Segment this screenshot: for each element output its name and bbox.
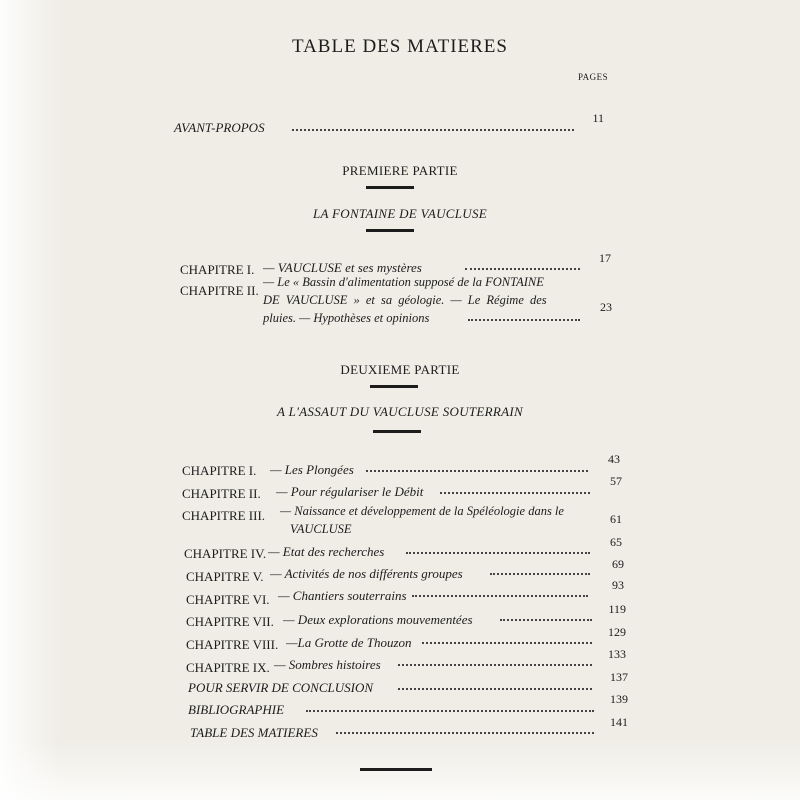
conclusion-label: POUR SERVIR DE CONCLUSION (188, 680, 374, 695)
part1-chapter-2-page: 23 (600, 300, 612, 314)
part2-chapter-4-page: 65 (610, 535, 622, 549)
leader-dots (468, 319, 580, 321)
closing-divider-rule (360, 768, 432, 771)
leader-dots (336, 732, 594, 734)
leader-dots (465, 268, 580, 270)
part2-chapter-5-title: — Activités de nos différents groupes (270, 566, 463, 581)
leader-dots (398, 688, 592, 690)
conclusion-page: 137 (610, 670, 628, 684)
part2-chapter-1-page: 43 (608, 452, 620, 466)
part1-heading: PREMIERE PARTIE (342, 163, 458, 178)
part2-subtitle: A L'ASSAUT DU VAUCLUSE SOUTERRAIN (277, 404, 523, 419)
leader-dots (440, 492, 590, 494)
part2-chapter-2-page: 57 (610, 474, 622, 488)
part2-chapter-2-title: — Pour régulariser le Débit (276, 484, 424, 499)
part2-chapter-9-title: — Sombres histoires (274, 657, 381, 672)
part2-chapter-8-page: 129 (608, 625, 626, 639)
part2-chapter-7-page: 119 (608, 602, 626, 616)
avant-propos-page: 11 (592, 111, 604, 125)
leader-dots (406, 552, 590, 554)
part2-chapter-4-title: — Etat des recherches (268, 544, 385, 559)
part2-chapter-7-title: — Deux explorations mouvementées (283, 612, 473, 627)
divider-rule (366, 229, 414, 232)
part2-heading: DEUXIEME PARTIE (340, 362, 460, 377)
part2-chapter-1-title: — Les Plongées (270, 462, 354, 477)
bibliographie-page: 139 (610, 692, 628, 706)
leader-dots (398, 664, 592, 666)
part2-chapter-7-label: CHAPITRE VII. (186, 614, 274, 629)
part2-chapter-8-label: CHAPITRE VIII. (186, 637, 279, 652)
part2-chapter-9-page: 133 (608, 647, 626, 661)
part2-chapter-3-label: CHAPITRE III. (182, 508, 266, 523)
part2-chapter-5-page: 69 (612, 557, 624, 571)
part1-subtitle: LA FONTAINE DE VAUCLUSE (312, 206, 488, 221)
part1-chapter-1-label: CHAPITRE I. (180, 262, 255, 277)
bibliographie-label: BIBLIOGRAPHIE (188, 702, 285, 717)
divider-rule (370, 385, 418, 388)
table-matieres-label: TABLE DES MATIERES (190, 725, 318, 740)
part1-chapter-1-page: 17 (599, 251, 611, 265)
avant-propos-label: AVANT-PROPOS (174, 120, 265, 135)
part1-chapter-1-title: — VAUCLUSE et ses mystères (263, 260, 422, 275)
part2-chapter-3-title-line1: — Naissance et développement de la Spéléologie dans le (280, 504, 564, 518)
part2-chapter-3-title-line2: VAUCLUSE (290, 522, 352, 536)
table-matieres-page: 141 (610, 715, 628, 729)
leader-dots (306, 710, 594, 712)
divider-rule (366, 186, 414, 189)
part2-chapter-5-label: CHAPITRE V. (186, 569, 264, 584)
part2-chapter-4-label: CHAPITRE IV. (184, 546, 267, 561)
part1-chapter-2-title-line2: DE VAUCLUSE » et sa géologie. — Le Régime des (263, 293, 547, 307)
part2-chapter-3-page: 61 (610, 512, 622, 526)
divider-rule (373, 430, 421, 433)
part2-chapter-6-label: CHAPITRE VI. (186, 592, 270, 607)
leader-dots (292, 129, 574, 131)
part1-chapter-2-title-line3: pluies. — Hypothèses et opinions (263, 311, 430, 325)
part2-chapter-6-page: 93 (612, 578, 624, 592)
leader-dots (490, 573, 590, 575)
page-title: TABLE DES MATIERES (292, 36, 508, 57)
part2-chapter-8-title: —La Grotte de Thouzon (286, 635, 412, 650)
pages-column-label: PAGES (578, 72, 609, 82)
part2-chapter-1-label: CHAPITRE I. (182, 463, 257, 478)
part1-chapter-2-title-line1: — Le « Bassin d'alimentation supposé de la FONTAINE (263, 275, 544, 289)
page-shadow-left (0, 0, 60, 800)
leader-dots (366, 470, 588, 472)
leader-dots (412, 595, 588, 597)
part1-chapter-2-label: CHAPITRE II. (180, 283, 259, 298)
part2-chapter-2-label: CHAPITRE II. (182, 486, 261, 501)
leader-dots (500, 619, 592, 621)
part2-chapter-9-label: CHAPITRE IX. (186, 660, 270, 675)
part2-chapter-6-title: — Chantiers souterrains (278, 588, 407, 603)
leader-dots (422, 642, 592, 644)
